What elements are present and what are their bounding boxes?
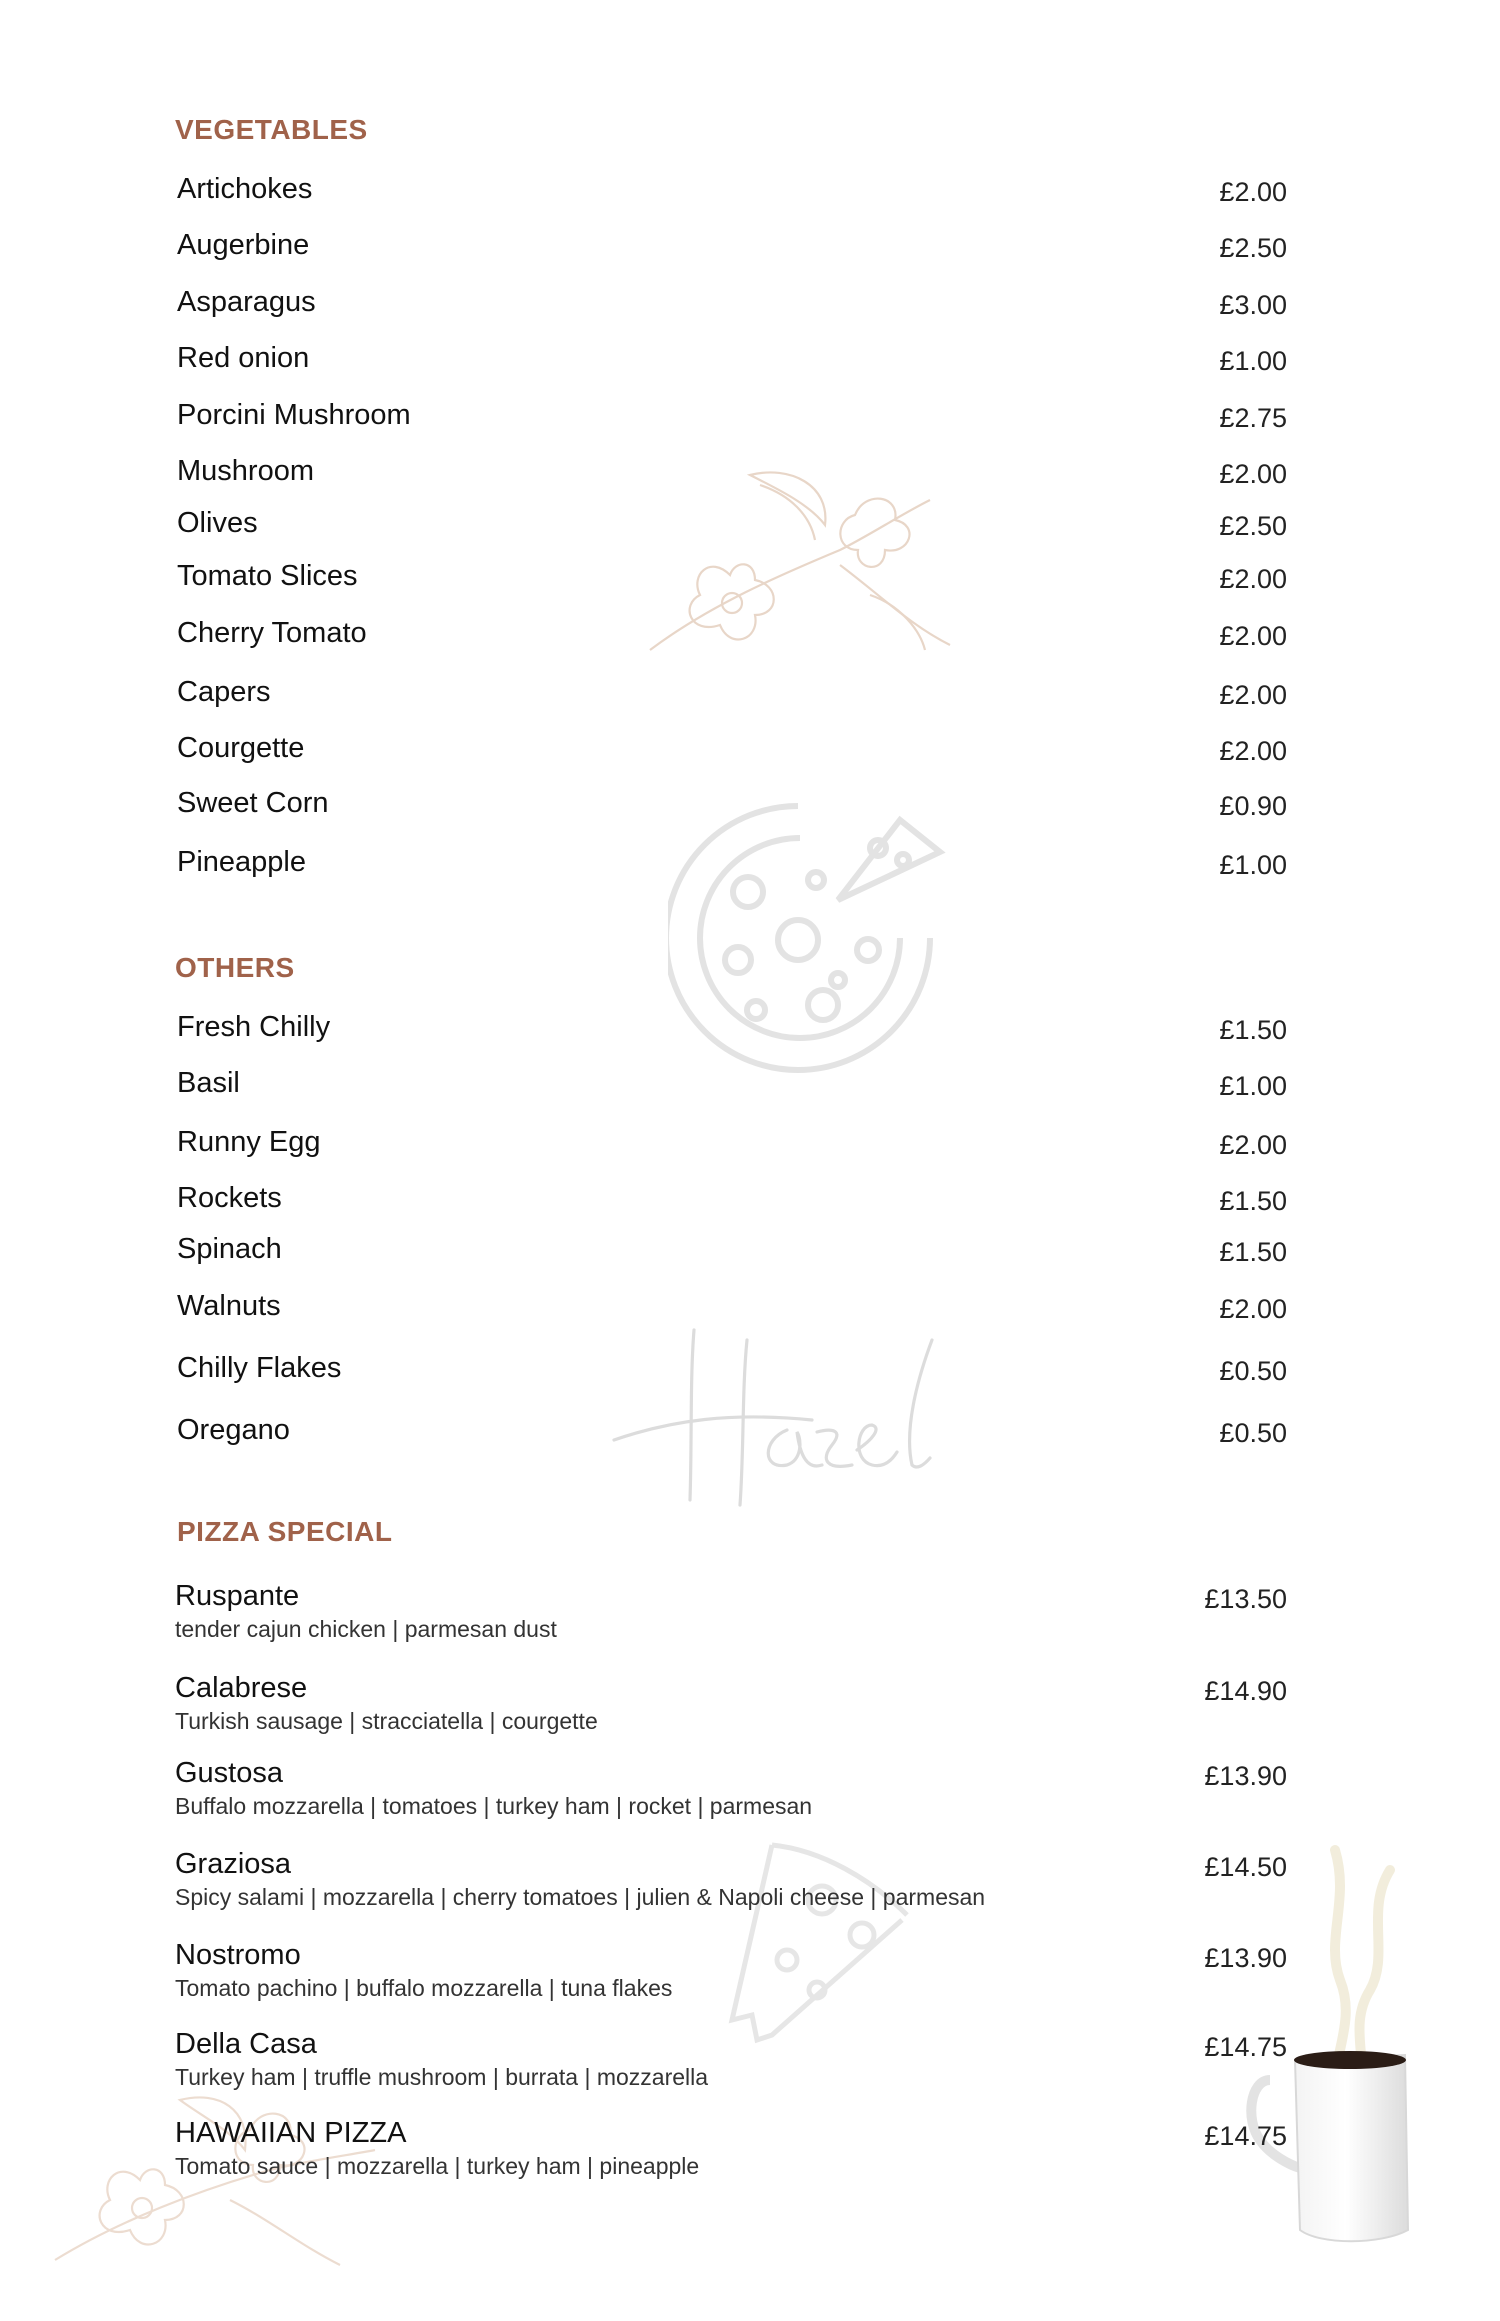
vegetable-item-price: £1.00 xyxy=(1219,850,1287,880)
other-item xyxy=(177,1067,1287,1107)
pizza-name: Gustosa xyxy=(175,1757,283,1789)
vegetable-item-name: Artichokes xyxy=(177,173,313,205)
other-item-price: £1.50 xyxy=(1219,1237,1287,1267)
other-item-price: £1.50 xyxy=(1219,1186,1287,1216)
vegetable-item xyxy=(177,229,1287,269)
other-item xyxy=(177,1126,1287,1166)
pizza-special-item xyxy=(175,1846,1287,1912)
other-item-name: Walnuts xyxy=(177,1290,281,1322)
section-title-vegetables: VEGETABLES xyxy=(175,114,368,145)
vegetable-item-price: £2.75 xyxy=(1219,403,1287,433)
section-title-pizza-special: PIZZA SPECIAL xyxy=(177,1516,393,1547)
vegetable-item xyxy=(177,455,1287,495)
vegetable-item xyxy=(177,846,1287,886)
vegetable-item xyxy=(177,676,1287,716)
pizza-price: £14.75 xyxy=(1204,2121,1287,2151)
other-item-price: £1.50 xyxy=(1219,1015,1287,1045)
other-item xyxy=(177,1414,1287,1454)
vegetable-item-name: Augerbine xyxy=(177,229,310,261)
pizza-special-item xyxy=(175,2026,1287,2092)
vegetable-item xyxy=(177,507,1287,547)
vegetable-item-price: £2.00 xyxy=(1219,564,1287,594)
vegetable-item xyxy=(177,732,1287,772)
vegetable-item-price: £2.00 xyxy=(1219,680,1287,710)
pizza-description: Tomato sauce | mozzarella | turkey ham | pineapple xyxy=(175,2153,700,2179)
pizza-description: Turkey ham | truffle mushroom | burrata | mozzarella xyxy=(175,2064,709,2090)
pizza-name: Ruspante xyxy=(175,1580,300,1612)
pizza-price: £13.50 xyxy=(1204,1584,1287,1614)
vegetable-item-price: £2.50 xyxy=(1219,233,1287,263)
other-item-name: Chilly Flakes xyxy=(177,1352,342,1384)
other-item-price: £1.00 xyxy=(1219,1071,1287,1101)
vegetable-item-price: £1.00 xyxy=(1219,346,1287,376)
pizza-name: Della Casa xyxy=(175,2028,317,2060)
other-item-name: Spinach xyxy=(177,1233,282,1265)
pizza-price: £14.50 xyxy=(1204,1852,1287,1882)
vegetable-item xyxy=(177,617,1287,657)
pizza-name: HAWAIIAN PIZZA xyxy=(175,2117,407,2149)
vegetable-item-name: Porcini Mushroom xyxy=(177,399,411,431)
pizza-name: Graziosa xyxy=(175,1848,292,1880)
pizza-special-item xyxy=(175,1578,1287,1644)
other-item xyxy=(177,1290,1287,1330)
other-item-price: £0.50 xyxy=(1219,1356,1287,1386)
vegetable-item xyxy=(177,342,1287,382)
pizza-special-item xyxy=(175,1937,1287,2003)
section-title-others: OTHERS xyxy=(175,952,295,983)
vegetable-item-price: £2.00 xyxy=(1219,459,1287,489)
pizza-special-item xyxy=(175,1670,1287,1736)
other-item xyxy=(177,1011,1287,1051)
pizza-name: Nostromo xyxy=(175,1939,301,1971)
vegetable-item xyxy=(177,560,1287,600)
other-item-name: Fresh Chilly xyxy=(177,1011,331,1043)
other-item-name: Rockets xyxy=(177,1182,282,1214)
pizza-price: £14.90 xyxy=(1204,1676,1287,1706)
pizza-description: Buffalo mozzarella | tomatoes | turkey ham | rocket | parmesan xyxy=(175,1793,813,1819)
vegetable-item-name: Pineapple xyxy=(177,846,306,878)
other-item-name: Basil xyxy=(177,1067,240,1099)
pizza-special-item xyxy=(175,2115,1287,2181)
vegetable-item-name: Red onion xyxy=(177,342,310,374)
other-item-name: Oregano xyxy=(177,1414,290,1446)
vegetable-item xyxy=(177,787,1287,827)
pizza-description: Turkish sausage | stracciatella | courgette xyxy=(175,1708,598,1734)
vegetable-item-price: £2.50 xyxy=(1219,511,1287,541)
other-item xyxy=(177,1352,1287,1392)
other-item-price: £0.50 xyxy=(1219,1418,1287,1448)
vegetable-item-price: £2.00 xyxy=(1219,736,1287,766)
other-item xyxy=(177,1182,1287,1222)
vegetable-item-name: Mushroom xyxy=(177,455,314,487)
vegetable-item xyxy=(177,173,1287,213)
other-item xyxy=(177,1233,1287,1273)
pizza-description: Spicy salami | mozzarella | cherry tomatoes | julien & Napoli cheese | parmesan xyxy=(175,1884,986,1910)
vegetable-item-name: Courgette xyxy=(177,732,305,764)
vegetable-item xyxy=(177,286,1287,326)
pizza-price: £13.90 xyxy=(1204,1943,1287,1973)
other-item-price: £2.00 xyxy=(1219,1130,1287,1160)
vegetable-item-price: £2.00 xyxy=(1219,177,1287,207)
vegetable-item-name: Capers xyxy=(177,676,271,708)
pizza-price: £14.75 xyxy=(1204,2032,1287,2062)
vegetable-item xyxy=(177,399,1287,439)
vegetable-item-name: Asparagus xyxy=(177,286,316,318)
vegetable-item-name: Olives xyxy=(177,507,258,539)
vegetable-item-name: Tomato Slices xyxy=(177,560,358,592)
other-item-price: £2.00 xyxy=(1219,1294,1287,1324)
pizza-description: Tomato pachino | buffalo mozzarella | tuna flakes xyxy=(175,1975,673,2001)
vegetable-item-price: £3.00 xyxy=(1219,290,1287,320)
vegetable-item-price: £2.00 xyxy=(1219,621,1287,651)
pizza-name: Calabrese xyxy=(175,1672,308,1704)
vegetable-item-name: Sweet Corn xyxy=(177,787,329,819)
pizza-special-item xyxy=(175,1755,1287,1821)
vegetable-item-price: £0.90 xyxy=(1219,791,1287,821)
pizza-price: £13.90 xyxy=(1204,1761,1287,1791)
other-item-name: Runny Egg xyxy=(177,1126,321,1158)
pizza-description: tender cajun chicken | parmesan dust xyxy=(175,1616,557,1642)
vegetable-item-name: Cherry Tomato xyxy=(177,617,367,649)
